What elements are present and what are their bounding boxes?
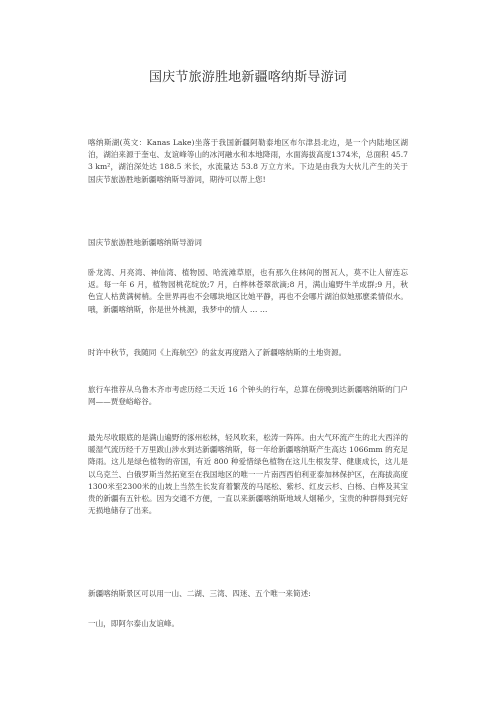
document-title: 国庆节旅游胜地新疆喀纳斯导游词 [148,70,347,85]
forest-paragraph: 最先尽收眼底的是满山遍野的涿州松林，轻风吹来，松涛一阵阵。由大气环流产生的北大西洋的暖湿气流历经千万里跋山涉水到达新疆喀纳斯，每一年给新疆喀纳斯产生高达 1066mm 的充足降雨。这儿是绿色植物的帝国，有近 800 种爱惜绿色植物在这儿生根发芽、健康成长，这儿是以乌克兰、白俄罗斯当然拓宽至在我国地区的唯一一片南西西伯利亚泰加林保护区，在海拔高度1300米至2300米的山坡上当然生长发育着繁茂的马尾松、紫杉、红皮云杉、白杨、白桦及其宝贵的新疆有五针松。因为交通不方便，一直以来新疆喀纳斯地域人烟稀少，宝贵的种群得到完好无损地储存了出来。 [88,433,408,516]
mountain-paragraph: 一山，即阿尔泰山友谊峰。 [88,619,180,628]
summary-paragraph: 新疆喀纳斯景区可以用一山、二湖、三湾、四迷、五个唯一来简述: [88,589,311,598]
intro-paragraph: 喀纳斯湖(英文：Kanas Lake)坐落于我国新疆阿勒泰地区布尔津县北边，是一个内陆地区湖泊，湖泊来源于奎屯、友谊峰等山的冰河融水和本地降雨，水面海拔高度1374米，总面积 45.73 km²，湖泊深处达 188.5 米长，水流量达 53.8 万立方米。下边是由我为大伙儿产生的关于国庆节旅游胜地新疆喀纳斯导游词，期待可以帮上您! [88,138,408,184]
visit-paragraph: 时许中秋节，我随同《上海航空》的盆友再度踏入了新疆喀纳斯的土地资源。 [88,348,347,357]
scenery-paragraph: 卧龙湾、月亮湾、神仙湾、植物园、哈流滩草原，也有那久住林间的图瓦人，莫不让人留连忘返。每一年 6 月，植物园桃花绽放;7 月，白桦林苍翠欲滴;8 月，满山遍野牛羊成群;9 月，秋色宜人枯黄满树梢。全世界再也不会哪块地区比她平静，再也不会哪片湖泊似她那麽柔情似水。哦，新疆喀纳斯，你是世外桃源，我梦中的情人 … … [88,268,408,314]
travel-paragraph: 旅行车推荐从乌鲁木齐市考虑历经二天近 16 个钟头的行车，总算在傍晚到达新疆喀纳斯的门户网——贾登峪峪谷。 [88,385,408,407]
subtitle-paragraph: 国庆节旅游胜地新疆喀纳斯导游词 [88,238,202,247]
